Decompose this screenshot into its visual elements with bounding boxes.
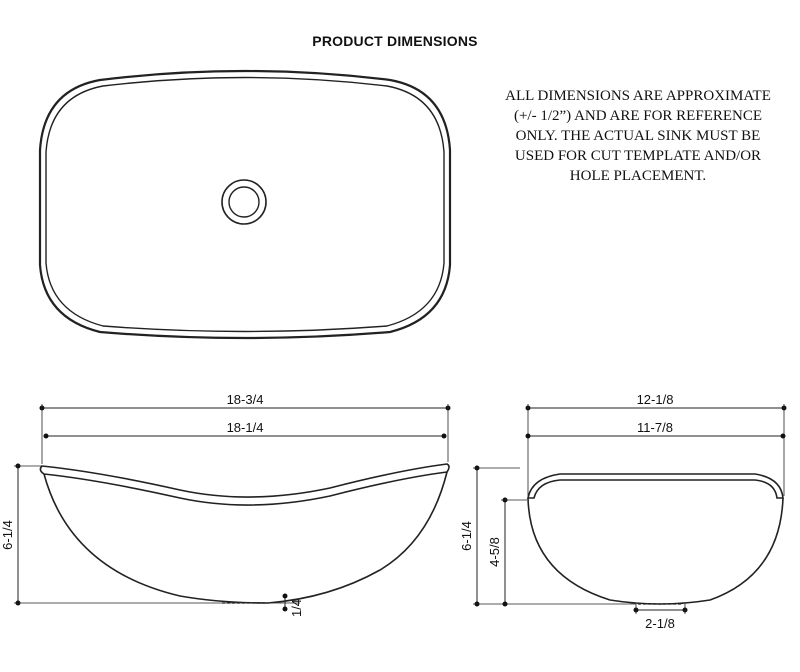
note-line: HOLE PLACEMENT. (569, 168, 707, 184)
top-view (40, 71, 450, 338)
end-inner-width-label: 11-7/8 (637, 420, 673, 435)
side-base-offset-label: 1/4 (289, 598, 304, 618)
end-base-width-label: 2-1/8 (645, 616, 675, 631)
end-bowl (528, 498, 783, 604)
end-height-label: 6-1/4 (459, 521, 474, 551)
side-view (0, 392, 449, 617)
drain-inner (229, 187, 259, 217)
end-overall-width-label: 12-1/8 (636, 392, 674, 407)
side-bowl (44, 472, 447, 603)
side-inner-length-label: 18-1/4 (226, 420, 264, 435)
note-line: ONLY. THE ACTUAL SINK MUST BE (515, 128, 761, 144)
note-line: ALL DIMENSIONS ARE APPROXIMATE (505, 88, 771, 104)
note-line: (+/- 1/2”) AND ARE FOR REFERENCE (513, 108, 763, 124)
page-title: PRODUCT DIMENSIONS (312, 33, 478, 49)
side-height-label: 6-1/4 (0, 520, 15, 550)
side-overall-length-label: 18-3/4 (226, 392, 264, 407)
end-bowl-depth-label: 4-5/8 (487, 537, 502, 567)
note-line: USED FOR CUT TEMPLATE AND/OR (514, 148, 762, 164)
sink-rim-outer (40, 71, 450, 338)
side-rim (40, 464, 449, 505)
end-view (459, 392, 784, 631)
sink-rim-inner (46, 78, 444, 332)
end-rim (528, 474, 783, 498)
